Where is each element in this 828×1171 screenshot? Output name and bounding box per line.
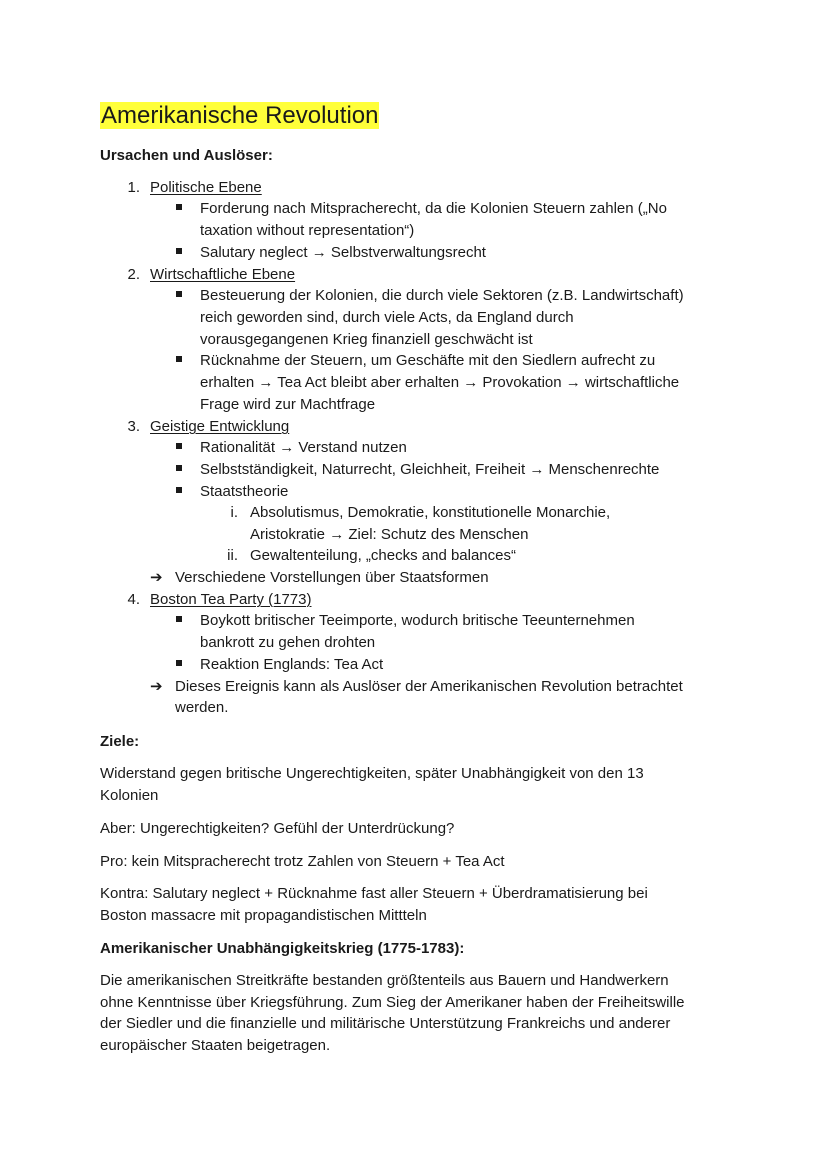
arrow-icon: ➔ [150,678,163,695]
list-text: taxation without representation“) [200,222,415,239]
list-text: Selbstständigkeit, Naturrecht, Gleichheit, Freiheit → Menschenrechte [200,461,660,478]
list-text: Gewaltenteilung, „checks and balances“ [250,547,516,564]
heading-krieg: Amerikanischer Unabhängigkeitskrieg (1775-1783): [100,940,465,957]
bullet-icon [176,660,182,666]
list-text: erhalten → Tea Act bleibt aber erhalten → Provokation → wirtschaftliche [200,374,680,391]
paragraph-line: Kolonien [100,787,159,804]
paragraph-line: Boston massacre mit propagandistischen Mittteln [100,907,427,924]
list-text: Besteuerung der Kolonien, die durch viele Sektoren (z.B. Landwirtschaft) [200,287,684,304]
heading-ziele: Ziele: [100,733,140,750]
page-title: Amerikanische Revolution [101,102,379,129]
list-text: werden. [175,699,229,716]
bullet-icon [176,356,182,362]
list-text: Boykott britischer Teeimporte, wodurch britische Teeunternehmen [200,612,635,629]
paragraph-line: europäischer Staaten beigetragen. [100,1037,331,1054]
bullet-icon [176,204,182,210]
bullet-icon [176,616,182,622]
list-text: Reaktion Englands: Tea Act [200,656,384,673]
list-text: Staatstheorie [200,483,289,500]
paragraph-line: Kontra: Salutary neglect + Rücknahme fast aller Steuern + Überdramatisierung bei [100,885,648,902]
list-text: Rationalität → Verstand nutzen [200,439,407,456]
list-text: reich geworden sind, durch viele Acts, da England durch [200,309,574,326]
list-item-heading: Wirtschaftliche Ebene [150,266,296,283]
list-text: Rücknahme der Steuern, um Geschäfte mit den Siedlern aufrecht zu [200,352,656,369]
list-text: Aristokratie → Ziel: Schutz des Menschen [250,526,529,543]
roman-numeral: ii. [227,547,238,564]
list-number: 4. [127,591,140,608]
list-item-heading: Boston Tea Party (1773) [150,591,312,608]
list-text: Verschiedene Vorstellungen über Staatsformen [175,569,489,586]
paragraph-line: Die amerikanischen Streitkräfte bestanden größtenteils aus Bauern und Handwerkern [100,972,669,989]
list-text: Salutary neglect → Selbstverwaltungsrecht [200,244,486,261]
paragraph-line: der Siedler und die finanzielle und militärische Unterstützung Frankreichs und anderer [100,1015,671,1032]
list-text: Absolutismus, Demokratie, konstitutionelle Monarchie, [250,504,611,521]
list-item-heading: Politische Ebene [150,179,262,196]
paragraph-line: Aber: Ungerechtigkeiten? Gefühl der Unterdrückung? [100,820,455,837]
bullet-icon [176,248,182,254]
list-text: bankrott zu gehen drohten [200,634,376,651]
roman-numeral: i. [230,504,238,521]
bullet-icon [176,465,182,471]
bullet-icon [176,291,182,297]
list-number: 2. [127,266,140,283]
paragraph-line: Widerstand gegen britische Ungerechtigkeiten, später Unabhängigkeit von den 13 [100,765,644,782]
list-number: 1. [127,179,140,196]
heading-ursachen: Ursachen und Auslöser: [100,147,273,164]
list-number: 3. [127,418,140,435]
list-text: Dieses Ereignis kann als Auslöser der Amerikanischen Revolution betrachtet [175,678,683,695]
list-text: Forderung nach Mitspracherecht, da die Kolonien Steuern zahlen („No [200,200,667,217]
list-item-heading: Geistige Entwicklung [150,418,290,435]
bullet-icon [176,443,182,449]
paragraph-line: Pro: kein Mitspracherecht trotz Zahlen von Steuern + Tea Act [100,853,505,870]
arrow-icon: ➔ [150,569,163,586]
list-text: vorausgegangenen Krieg finanziell geschwächt ist [200,331,533,348]
paragraph-line: ohne Kenntnisse über Kriegsführung. Zum Sieg der Amerikaner haben der Freiheitswille [100,994,685,1011]
bullet-icon [176,487,182,493]
list-text: Frage wird zur Machtfrage [200,396,376,413]
